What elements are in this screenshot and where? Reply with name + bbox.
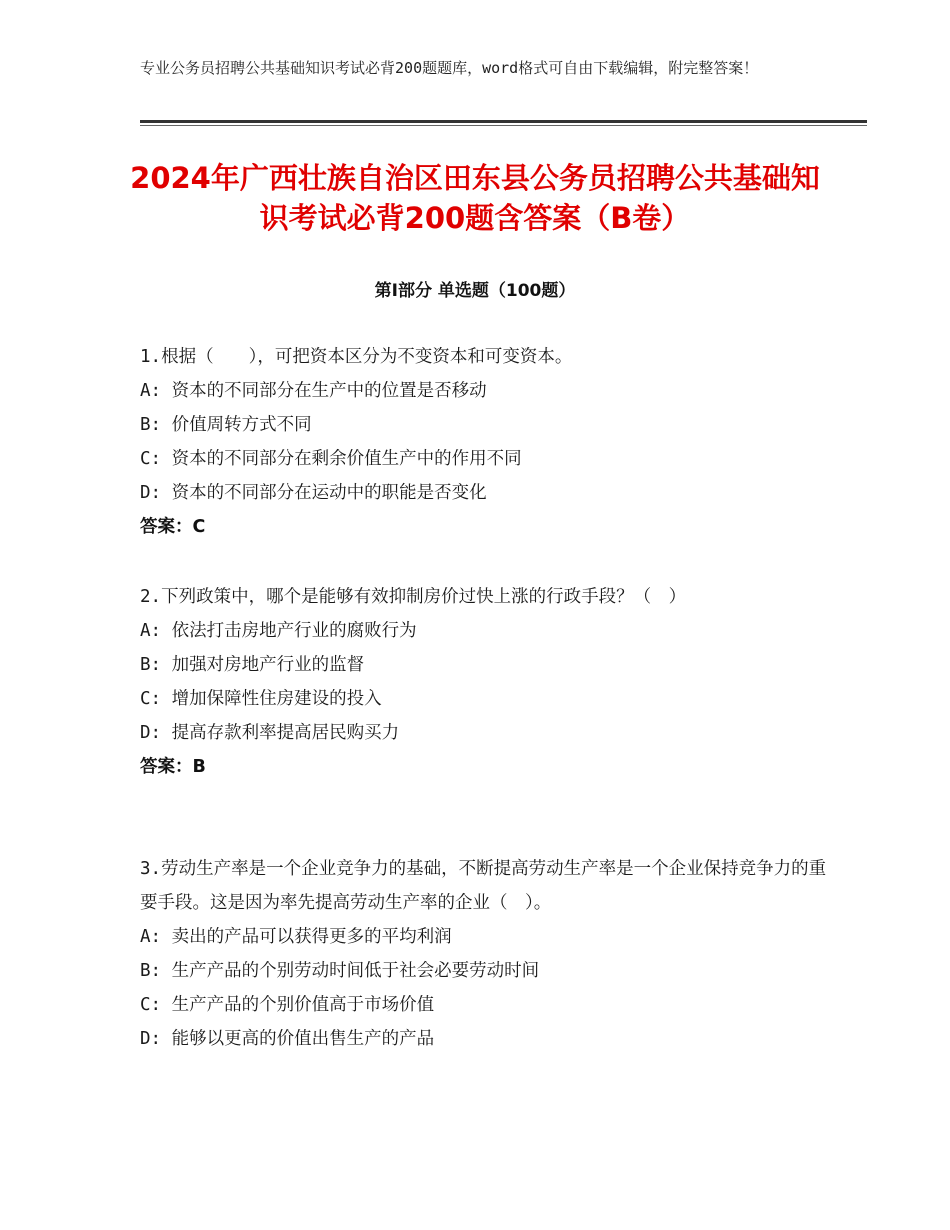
header-divider [140, 120, 867, 123]
question-stem: 1.根据（ ），可把资本区分为不变资本和可变资本。 [140, 347, 573, 367]
question-3 [140, 852, 830, 1056]
question-1 [140, 340, 830, 544]
option-d: D: 资本的不同部分在运动中的职能是否变化 [140, 483, 487, 503]
question-stem: 3.劳动生产率是一个企业竞争力的基础，不断提高劳动生产率是一个企业保持竞争力的重要手段。这是因为率先提高劳动生产率的企业（ ）。 [140, 859, 827, 913]
question-2 [140, 580, 830, 784]
option-b: B: 生产产品的个别劳动时间低于社会必要劳动时间 [140, 961, 540, 981]
option-b: B: 价值周转方式不同 [140, 415, 312, 435]
option-c: C: 资本的不同部分在剩余价值生产中的作用不同 [140, 449, 522, 469]
document-title: 2024年广西壮族自治区田东县公务员招聘公共基础知识考试必背200题含答案（B卷） [130, 161, 820, 235]
section-heading: 第Ⅰ部分 单选题（100题） [374, 281, 576, 301]
option-c: C: 生产产品的个别价值高于市场价值 [140, 995, 435, 1015]
option-a: A: 依法打击房地产行业的腐败行为 [140, 621, 417, 641]
answer: 答案：B [140, 757, 206, 777]
option-c: C: 增加保障性住房建设的投入 [140, 689, 382, 709]
option-a: A: 卖出的产品可以获得更多的平均利润 [140, 927, 452, 947]
header-note: 专业公务员招聘公共基础知识考试必背200题题库，word格式可自由下载编辑，附完整答案！ [140, 59, 759, 77]
option-d: D: 提高存款利率提高居民购买力 [140, 723, 400, 743]
option-b: B: 加强对房地产行业的监督 [140, 655, 365, 675]
option-a: A: 资本的不同部分在生产中的位置是否移动 [140, 381, 487, 401]
option-d: D: 能够以更高的价值出售生产的产品 [140, 1029, 435, 1049]
header-divider-thin [140, 125, 867, 126]
question-stem: 2.下列政策中，哪个是能够有效抑制房价过快上涨的行政手段？（ ） [140, 587, 687, 607]
answer: 答案：C [140, 517, 206, 537]
